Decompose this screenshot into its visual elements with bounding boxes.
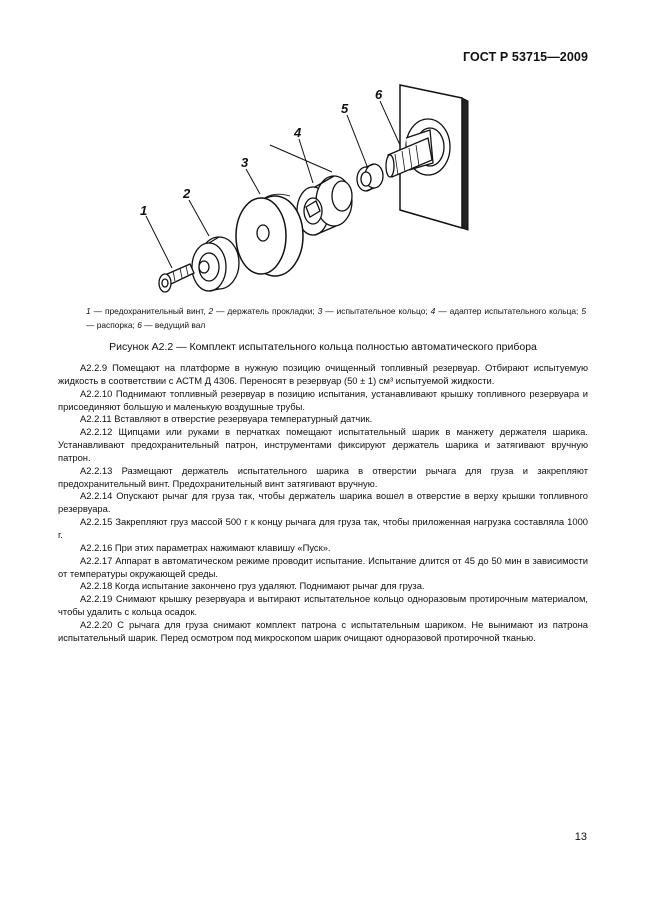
legend-num-2: 2 — [208, 306, 214, 316]
paragraph-a2-2-19: А2.2.19 Снимают крышку резервуара и вытирают испытательное кольцо одноразовым протирочным материалом, чтобы удалить с кольца осадок. — [58, 593, 588, 618]
part-3-test-ring — [236, 194, 303, 276]
part-5-spacer — [357, 164, 383, 191]
legend-text-2: — держатель прокладки; — [213, 306, 318, 316]
legend-text-1: — предохранительный винт, — [90, 306, 209, 316]
document-body — [58, 362, 588, 645]
paragraph-a2-2-15: А2.2.15 Закрепляют груз массой 500 г к концу рычага для груза так, чтобы приложенная нагрузка составляла 1000 г. — [58, 516, 588, 540]
legend-num-6: 6 — [137, 320, 142, 330]
figure-label-5: 5 — [341, 101, 349, 116]
part-2-gasket-holder — [192, 237, 239, 291]
paragraph-a2-2-11: А2.2.11 Вставляют в отверстие резервуара температурный датчик. — [80, 413, 373, 425]
paragraph-a2-2-18: А2.2.18 Когда испытание закончено груз удаляют. Поднимают рычаг для груза. — [80, 580, 425, 592]
legend-num-3: 3 — [317, 306, 323, 316]
paragraph-a2-2-10: А2.2.10 Поднимают топливный резервуар в позицию испытания, устанавливают крышку топливного резервуара и присоединяют большую и маленькую воздушные трубы. — [58, 387, 588, 412]
figure-label-1: 1 — [140, 203, 148, 218]
legend-num-5: 5 — [581, 306, 586, 316]
figure-caption: Рисунок А2.2 — Комплект испытательного кольца полностью автоматического прибора — [109, 341, 537, 353]
part-4-adapter — [297, 176, 352, 235]
legend-text-6: — ведущий вал — [141, 320, 206, 330]
part-6-drive-shaft — [386, 85, 468, 230]
figure-legend — [86, 304, 586, 332]
figure-label-2: 2 — [183, 186, 191, 201]
figure-label-6: 6 — [375, 87, 383, 102]
figure-label-4: 4 — [294, 125, 302, 140]
legend-text-5: — распорка; — [86, 320, 138, 330]
legend-text-4: — адаптер испытательного кольца; — [435, 306, 582, 316]
legend-text-3: — испытательное кольцо; — [322, 306, 431, 316]
paragraph-a2-2-20: А2.2.20 С рычага для груза снимают комплект патрона с испытательным шариком. Не вынимают из патрона испытательный шарик. Перед осмотром под микроскопом шарик очищают одноразовой протирочной тканью. — [58, 618, 588, 643]
paragraph-a2-2-17: А2.2.17 Аппарат в автоматическом режиме проводит испытание. Испытание длится от 45 до 50 мин в зависимости от температуры окружающей среды. — [58, 554, 588, 579]
document-header: ГОСТ Р 53715—2009 — [462, 50, 588, 64]
legend-num-1: 1 — [86, 306, 91, 316]
paragraph-a2-2-14: А2.2.14 Опускают рычаг для груза так, чтобы держатель шарика вошел в отверстие в верху крышки топливного резервуара. — [58, 490, 588, 515]
paragraph-a2-2-9: А2.2.9 Помещают на платформе в нужную позицию очищенный топливный резервуар. Отбирают испытуемую жидкость в соответствии с АСТМ Д 4306. Переносят в резервуар (50 ± 1) см³ испытуемой жидкости. — [58, 362, 588, 386]
paragraph-a2-2-16: А2.2.16 При этих параметрах нажимают клавишу «Пуск». — [80, 541, 331, 553]
part-1-safety-screw — [159, 264, 194, 292]
assembly-drawing — [110, 70, 530, 305]
figure-label-3: 3 — [241, 155, 249, 170]
page-number: 13 — [574, 831, 587, 843]
paragraph-a2-2-12: А2.2.12 Щипцами или руками в перчатках помещают испытательный шарик в манжету держателя шарика. Устанавливают предохранительный патрон, инструментами фиксируют держатель шарика и затягивают вручную патрон. — [58, 426, 588, 463]
paragraph-a2-2-13: А2.2.13 Размещают держатель испытательного шарика в отверстии рычага для груза и закрепляют предохранительный винт. Предохранительный винт затягивают вручную. — [58, 464, 588, 489]
legend-num-4: 4 — [430, 306, 436, 316]
figure-test-ring-assembly — [110, 70, 530, 305]
